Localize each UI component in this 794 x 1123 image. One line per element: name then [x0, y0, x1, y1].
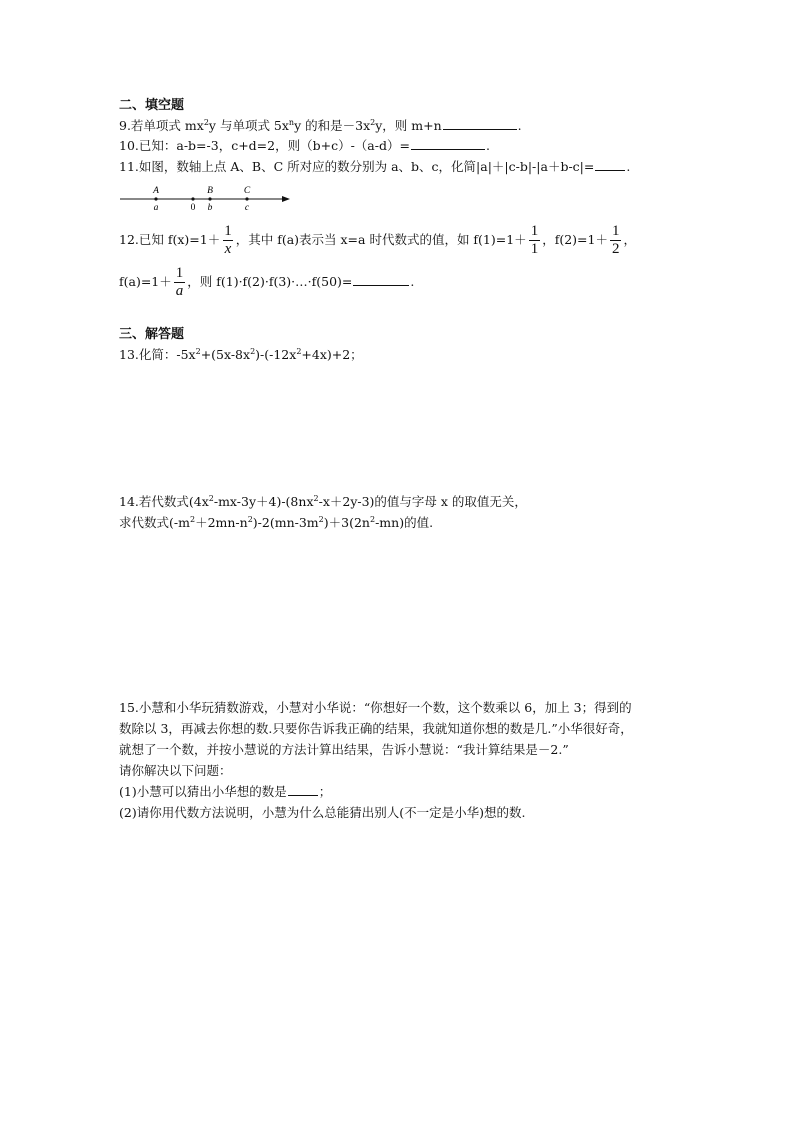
- label-c: c: [244, 203, 250, 213]
- arrow-head-icon: [282, 196, 290, 202]
- question-15-line-3: 就想了一个数，并按小慧说的方法计算出结果，告诉小慧说：“我计算结果是－2.”: [119, 742, 569, 757]
- question-12-line-2: f(a)=1＋ $\frac{1}{a}$ ，则 f(1)·f(2)·f(3)·…·f(50)= .: [119, 265, 415, 299]
- label-0: 0: [190, 203, 196, 213]
- label-b: b: [207, 203, 213, 213]
- point-zero: [191, 197, 194, 200]
- answer-blank[interactable]: [411, 138, 485, 150]
- fraction-1-over-1: $\frac{1}{1}$: [530, 223, 539, 257]
- question-15-line-4: 请你解决以下问题：: [119, 763, 232, 778]
- answer-blank[interactable]: [595, 159, 625, 171]
- label-A: A: [153, 186, 159, 196]
- point-b: [208, 197, 211, 200]
- fraction-1-over-a: $\frac{1}{a}$: [175, 265, 184, 299]
- answer-blank[interactable]: [443, 118, 517, 130]
- number-line-figure: [118, 182, 298, 214]
- label-B: B: [207, 186, 213, 196]
- label-C: C: [243, 186, 251, 196]
- question-12-line-1: 12.已知 f(x)=1＋ $\frac{1}{x}$ ，其中 f(a)表示当 x=a 时代数式的值，如 f(1)=1＋ $\frac{1}{1}$ ，f(2)=1＋ $\frac{1}{2}$ ，: [119, 223, 636, 257]
- question-15-line-1: 15.小慧和小华玩猜数游戏，小慧对小华说：“你想好一个数，这个数乘以 6，加上 3；得到的: [119, 700, 632, 715]
- section-heading-answer: 三、解答题: [119, 327, 185, 342]
- question-10: 10.已知：a-b=-3，c+d=2，则（b+c）-（a-d）= .: [119, 138, 490, 153]
- label-a: a: [153, 203, 159, 213]
- question-14-line-1: 14.若代数式$(4x^2-mx-3y+4)-(8nx^2-x+2y-3)$的值与字母 x 的取值无关，: [119, 494, 527, 509]
- point-a: [154, 197, 157, 200]
- question-13: 13.化简：$-5x^2+(5x-8x^2)-(-12x^2+4x)+2$；: [119, 347, 363, 362]
- question-15-line-2: 数除以 3，再减去你想的数.只要你告诉我正确的结果，我就知道你想的数是几.”小华很好奇，: [119, 721, 633, 736]
- question-15-part-1: (1)小慧可以猜出小华想的数是 ；: [119, 784, 332, 799]
- fraction-1-over-2: $\frac{1}{2}$: [611, 223, 620, 257]
- section-heading-fill-blank: 二、填空题: [119, 98, 185, 113]
- question-11: 11.如图，数轴上点 A、B、C 所对应的数分别为 a、b、c，化简|a|＋|c-b|-|a＋b-c|= .: [119, 159, 631, 174]
- answer-blank[interactable]: [288, 784, 318, 796]
- answer-blank[interactable]: [353, 274, 409, 286]
- question-15-part-2: (2)请你用代数方法说明，小慧为什么总能猜出别人(不一定是小华)想的数.: [119, 805, 526, 820]
- question-9: 9.若单项式 $mx^2y$ 与单项式 $5x^ny$ 的和是$-3x^2y$，则 m+n .: [119, 118, 522, 133]
- question-14-line-2: 求代数式$(-m^2+2mn-n^2)-2(mn-3m^2)+3(2n^2-mn)$的值.: [119, 515, 434, 530]
- fraction-1-over-x: $\frac{1}{x}$: [224, 223, 232, 257]
- point-c: [245, 197, 248, 200]
